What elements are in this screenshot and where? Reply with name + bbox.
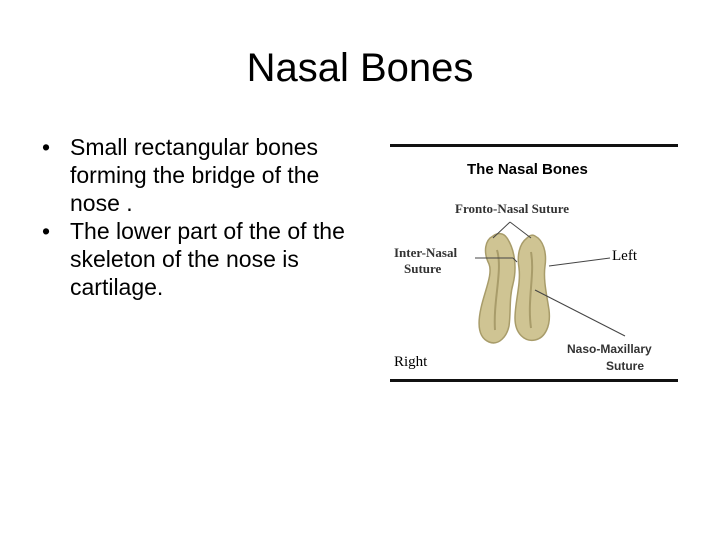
nasal-bones-diagram xyxy=(385,140,685,390)
bottom-rule xyxy=(390,379,678,382)
inter-nasal-label-line2: Suture xyxy=(404,261,442,276)
bullet-list xyxy=(30,133,370,301)
right-label: Right xyxy=(394,354,428,370)
bullet-item xyxy=(30,133,370,217)
bullet-text: The lower part of the of the skeleton of the nose is cartilage. xyxy=(70,218,345,300)
bullet-dot: • xyxy=(42,218,51,244)
nasal-bone-pair xyxy=(479,234,549,343)
bullet-dot: • xyxy=(42,134,51,160)
top-rule xyxy=(390,144,678,147)
figure-title: The Nasal Bones xyxy=(467,161,588,178)
bullet-text: Small rectangular bones forming the bridge of the nose . xyxy=(70,134,320,216)
naso-maxillary-label-line2: Suture xyxy=(606,359,645,373)
nasal-bones-figure xyxy=(385,140,685,390)
fronto-nasal-leader-left xyxy=(510,222,531,238)
fronto-nasal-label: Fronto-Nasal Suture xyxy=(455,201,569,216)
left-label: Left xyxy=(612,248,637,264)
left-nasal-bone xyxy=(515,235,549,340)
bullet-item xyxy=(30,217,370,301)
inter-nasal-label-line1: Inter-Nasal xyxy=(394,245,458,260)
left-leader xyxy=(549,258,610,266)
slide-title: Nasal Bones xyxy=(246,46,474,90)
naso-maxillary-label-line1: Naso-Maxillary xyxy=(567,342,652,356)
